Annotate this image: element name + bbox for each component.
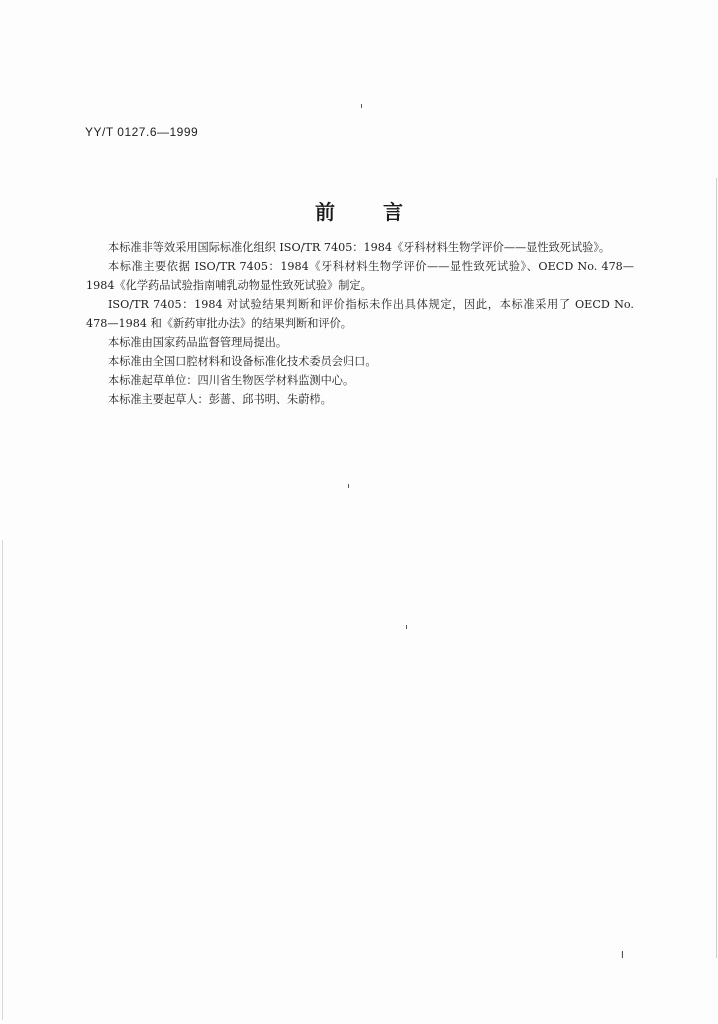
foreword-body — [86, 238, 634, 409]
title-char-1: 前 — [315, 200, 335, 224]
page-title — [0, 196, 718, 225]
paragraph-adoption: 本标准非等效采用国际标准化组织 ISO/TR 7405：1984《牙科材料生物学评价——显性致死试验》。 — [108, 241, 611, 254]
page-number: I — [621, 950, 624, 961]
standard-code: YY/T 0127.6—1999 — [85, 125, 199, 139]
title-char-2: 言 — [383, 200, 403, 224]
scan-edge-left — [2, 540, 3, 1020]
paragraph-proposer: 本标准由国家药品监督管理局提出。 — [108, 336, 288, 349]
paragraph-drafting-unit: 本标准起草单位：四川省生物医学材料监测中心。 — [108, 374, 355, 387]
scan-edge-right — [716, 178, 717, 958]
scan-speck — [361, 104, 362, 108]
paragraph-committee: 本标准由全国口腔材料和设备标准化技术委员会归口。 — [108, 355, 377, 368]
paragraph-drafters: 本标准主要起草人：彭蔷、邱书明、朱蔚栉。 — [108, 393, 332, 406]
paragraph-evaluation: ISO/TR 7405：1984 对试验结果判断和评价指标未作出具体规定，因此，本标准采用了 OECD No. 478—1984 和《新药审批办法》的结果判断和评价。 — [86, 298, 634, 330]
paragraph-basis: 本标准主要依据 ISO/TR 7405：1984《牙科材料生物学评价——显性致死试验》、OECD No. 478—1984《化学药品试验指南哺乳动物显性致死试验》制定。 — [86, 260, 634, 292]
scan-speck — [348, 484, 349, 488]
scan-speck — [406, 625, 407, 629]
